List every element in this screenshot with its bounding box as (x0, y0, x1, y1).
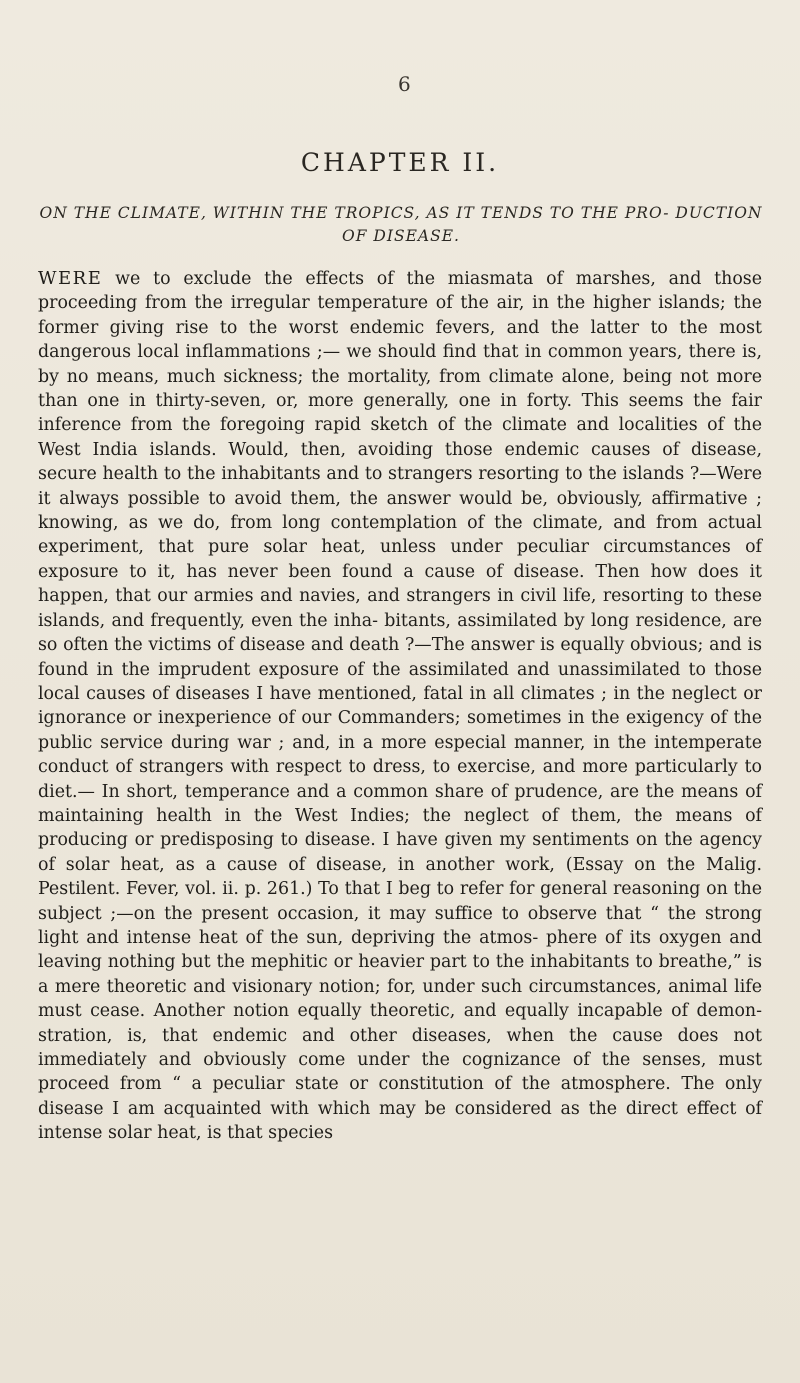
section-title: ON THE CLIMATE, WITHIN THE TROPICS, AS IT TENDS TO THE PRO- DUCTION OF DISEASE. (39, 204, 763, 245)
body-paragraph (38, 267, 762, 1146)
chapter-heading: CHAPTER II. (300, 148, 500, 177)
opening-word: WERE (38, 268, 103, 289)
body-text: we to exclude the effects of the miasmata of marshes, and those proceeding from the irregular temperature of the air, in the higher islands; the former giving rise to the worst endemic fevers, and the latter to the most dangerous local inflammations ;— we should find that in common years, there is, by no means, much sickness; the mortality, from climate alone, being not more than one in thirty-seven, or, more generally, one in forty. This seems the fair inference from the foregoing rapid sketch of the climate and localities of the West India islands. Would, then, avoiding those endemic causes of disease, secure health to the inhabitants and to strangers resorting to the islands ?—Were it always possible to avoid them, the answer would be, obviously, affirmative ; knowing, as we do, from long contemplation of the climate, and from actual experiment, that pure solar heat, unless under peculiar circumstances of exposure to it, has never been found a cause of disease. Then how does it happen, that our armies and navies, and strangers in civil life, resorting to these islands, and frequently, even the inha- bitants, assimilated by long residence, are so often the victims of disease and death ?—The answer is equally obvious; and is found in the imprudent exposure of the assimilated and unassimilated to those local causes of diseases I have mentioned, fatal in all climates ; in the neglect or ignorance or inexperience of our Commanders; sometimes in the exigency of the public service during war ; and, in a more especial manner, in the intemperate conduct of strangers with respect to dress, to exercise, and more particularly to diet.— In short, temperance and a common share of prudence, are the means of maintaining health in the West Indies; the neglect of them, the means of producing or predisposing to disease. I have given my sentiments on the agency of solar heat, as a cause of disease, in another work, (Essay on the Malig. Pestilent. Fever, vol. ii. p. 261.) To that I beg to refer for general reasoning on the subject ;—on the present occasion, it may suffice to observe that “ the strong light and intense heat of the sun, depriving the atmos- phere of its oxygen and leaving nothing but the mephitic or heavier part to the inhabitants to breathe,” is a mere theoretic and visionary notion; for, under such circumstances, animal life must cease. Another notion equally theoretic, and equally incapable of demon- stration, is, that endemic and other diseases, when the cause does not immediately and obviously come under the cognizance of the senses, must proceed from “ a peculiar state or constitution of the atmosphere. The only disease I am acquainted with which may be considered as the direct effect of intense solar heat, is that species (38, 269, 763, 1144)
page-number: 6 (398, 72, 411, 96)
